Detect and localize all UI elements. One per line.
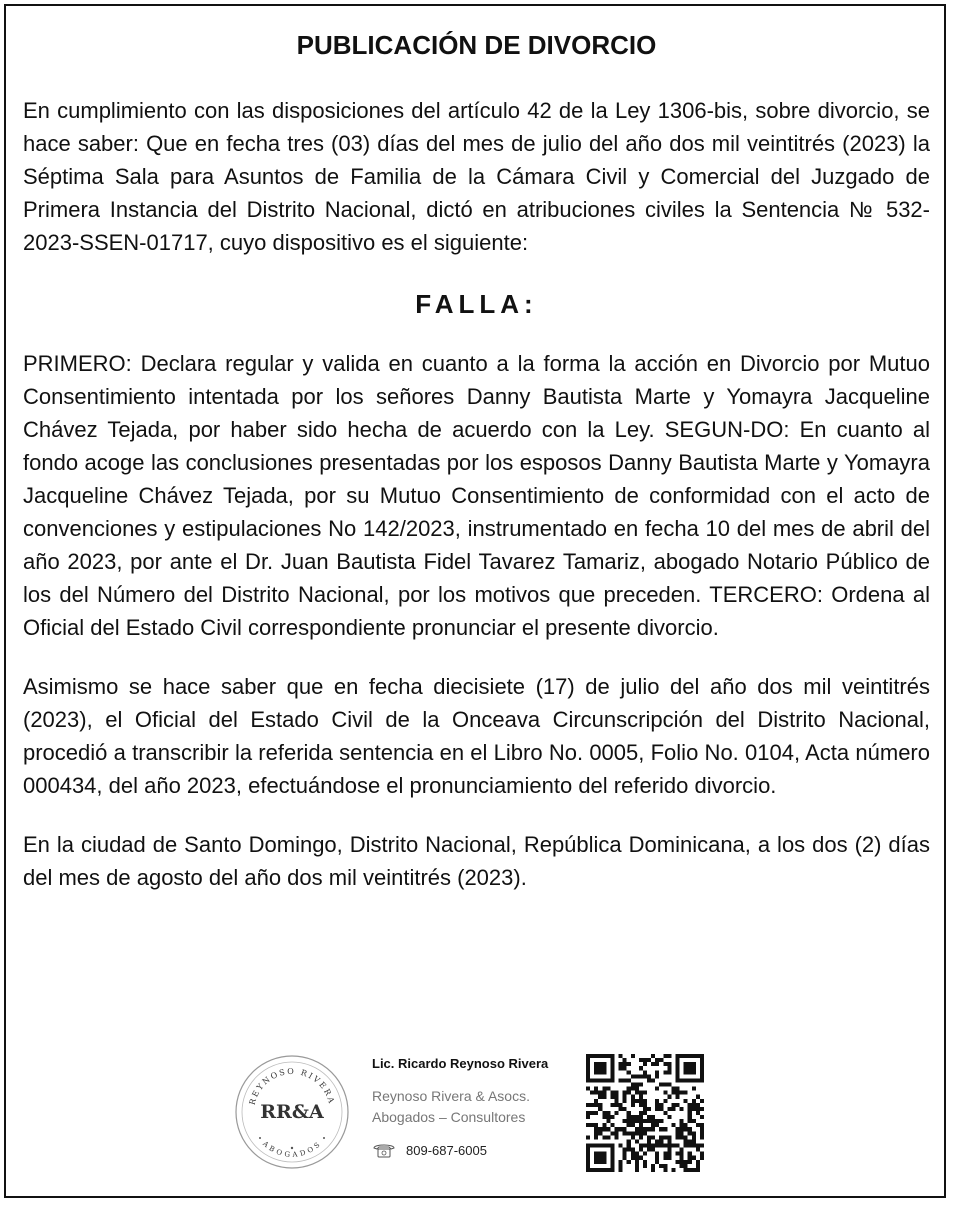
intro-paragraph: En cumplimiento con las disposiciones del artículo 42 de la Ley 1306-bis, sobre divorcio, se hace saber: Que en fecha tres (03) días del mes de julio del año dos mil veintitrés (2023) la Séptima Sala para Asuntos de Familia de la Cámara Civil y Comercial del Juzgado de Primera Instancia del Distrito Nacional, dictó en atribuciones civiles la Sentencia № 532-2023-SSEN-01717, cuyo dispositivo es el siguiente:: [23, 98, 930, 255]
seal-bottom-text: ABOGADOS: [261, 1139, 323, 1159]
seal-center-text: RR&A: [260, 1101, 324, 1123]
notice-content: [23, 28, 930, 894]
notice-title: PUBLICACIÓN DE DIVORCIO: [296, 30, 657, 60]
seal-graphic: [232, 1052, 352, 1172]
firm-name: Reynoso Rivera & Asocs.: [372, 1088, 530, 1104]
qr-code-graphic: [586, 1054, 704, 1172]
telephone-icon: [372, 1142, 396, 1158]
seal-top-text: REYNOSO RIVERA: [247, 1066, 337, 1106]
contact-block: [372, 1054, 572, 1158]
transcription-paragraph: Asimismo se hace saber que en fecha diecisiete (17) de julio del año dos mil veintitrés (2023), el Oficial del Estado Civil de la Onceava Circunscripción del Distrito Nacional, procedió a transcribir la referida sentencia en el Libro No. 0005, Folio No. 0104, Acta número 000434, del año 2023, efectuándose el pronunciamiento del referido divorcio.: [23, 674, 930, 798]
closing-paragraph: En la ciudad de Santo Domingo, Distrito Nacional, República Dominicana, a los dos (2) días del mes de agosto del año dos mil veintitrés (2023).: [23, 832, 930, 890]
qr-code-icon[interactable]: [586, 1054, 704, 1172]
ruling-paragraph: PRIMERO: Declara regular y valida en cuanto a la forma la acción en Divorcio por Mutuo Consentimiento intentada por los señores Danny Bautista Marte y Yomayra Jacqueline Chávez Tejada, por haber sido hecha de acuerdo con la Ley. SEGUN-DO: En cuanto al fondo acoge las conclusiones presentadas por los esposos Danny Bautista Marte y Yomayra Jacqueline Chávez Tejada, por su Mutuo Consentimiento de conformidad con el acto de convenciones y estipulaciones No 142/2023, instrumentado en fecha 10 del mes de abril del año 2023, por ante el Dr. Juan Bautista Fidel Tavarez Tamariz, abogado Notario Público de los del Número del Distrito Nacional, por los motivos que preceden. TERCERO: Ordena al Oficial del Estado Civil correspondiente pronunciar el presente divorcio.: [23, 351, 930, 640]
phone-link[interactable]: 809-687-6005: [406, 1142, 487, 1158]
firm-services: Abogados – Consultores: [372, 1109, 526, 1125]
falla-heading: FALLA:: [415, 289, 538, 319]
firm-seal-logo: [232, 1052, 352, 1172]
phone-row: [372, 1142, 572, 1158]
lawyer-name: Lic. Ricardo Reynoso Rivera: [372, 1056, 549, 1071]
notice-frame: [4, 4, 946, 1198]
signature-footer: [0, 1050, 954, 1180]
